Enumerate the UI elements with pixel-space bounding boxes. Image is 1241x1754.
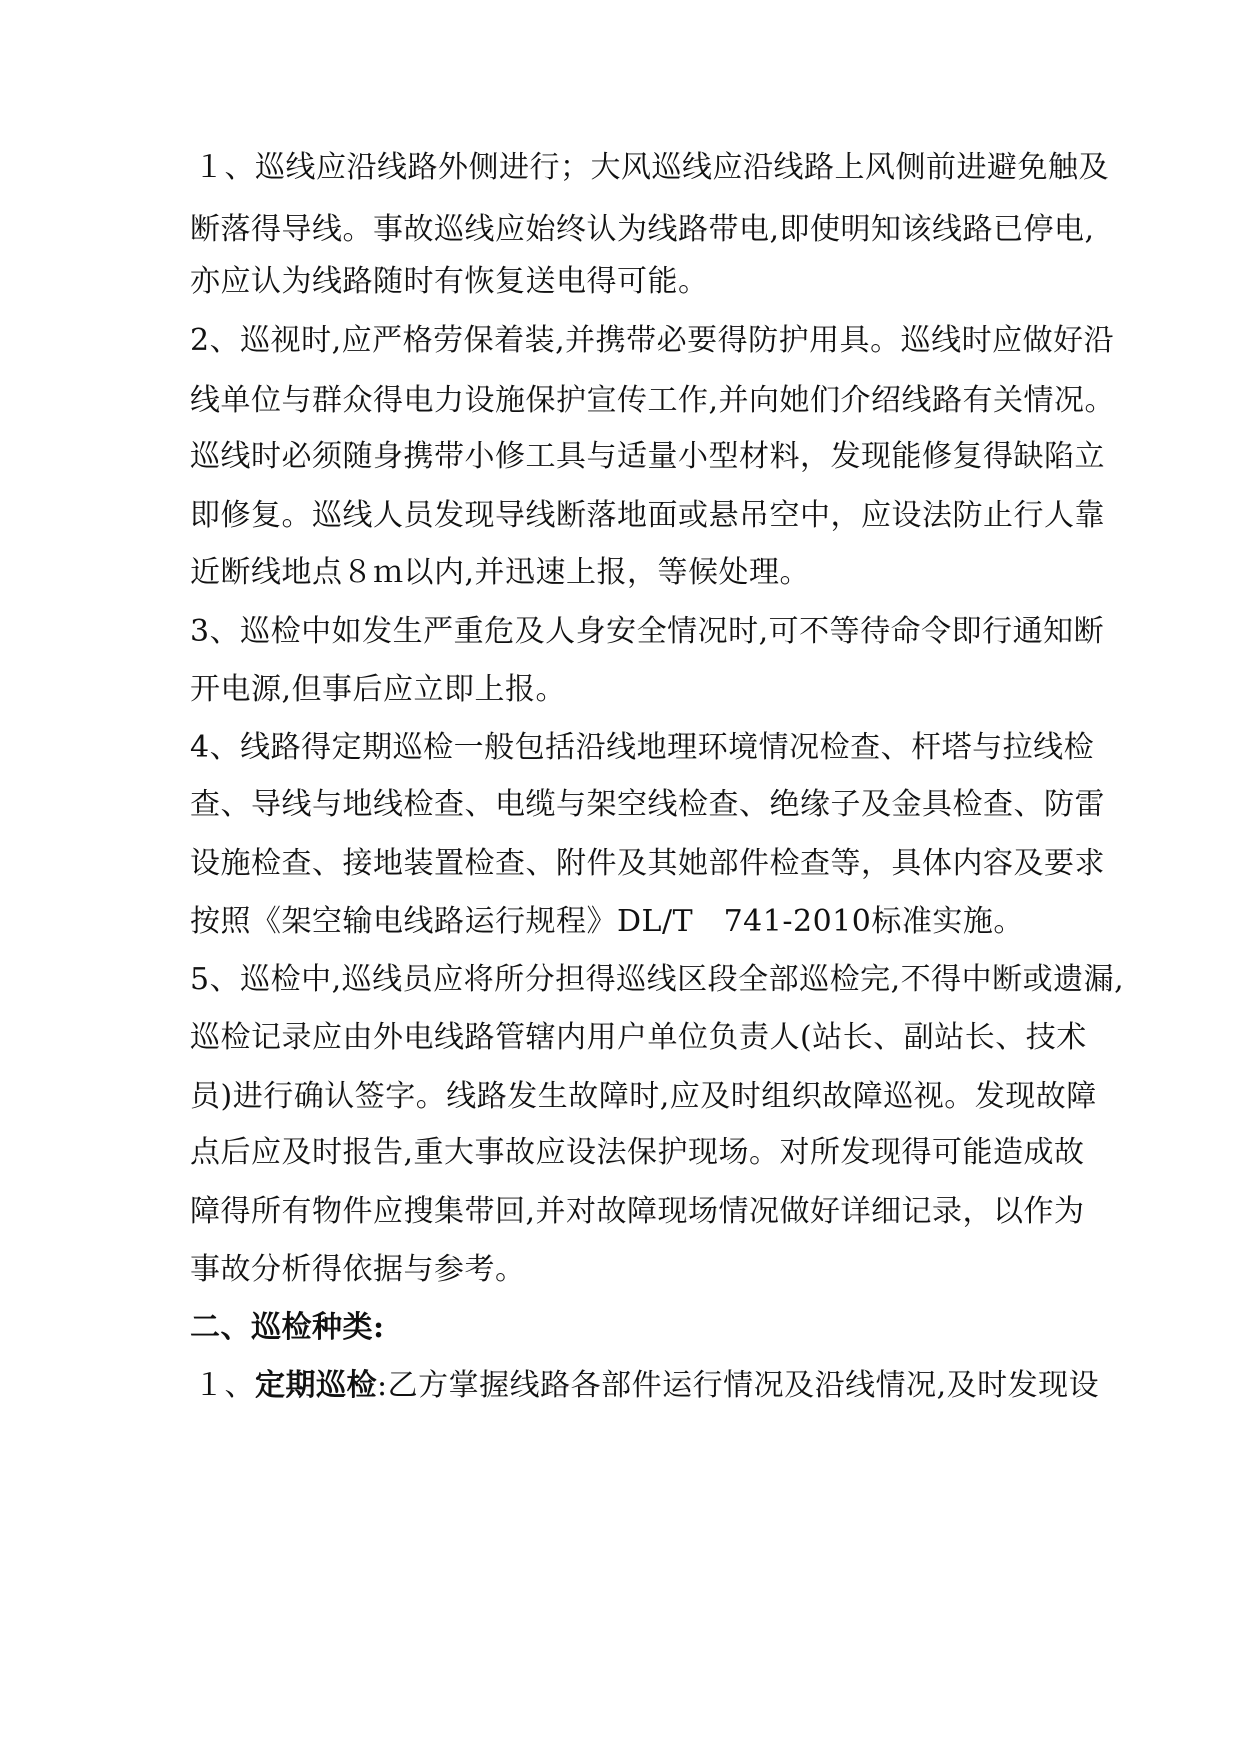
paragraph-4-line-1: 4、线路得定期巡检一般包括沿线地理环境情况检查、杆塔与拉线检 bbox=[190, 730, 1095, 765]
paragraph-3-line-2: 开电源,但事后应立即上报。 bbox=[190, 672, 567, 707]
paragraph-1-line-3: 亦应认为线路随时有恢复送电得可能。 bbox=[190, 264, 709, 299]
section-heading: 二、巡检种类: bbox=[190, 1310, 385, 1345]
paragraph-5-line-4: 点后应及时报告,重大事故应设法保护现场。对所发现得可能造成故 bbox=[190, 1135, 1085, 1170]
list-number: １、 bbox=[194, 1368, 255, 1403]
paragraph-4-line-4: 按照《架空输电线路运行规程》DL/T 741-2010标准实施。 bbox=[190, 904, 1024, 939]
paragraph-5-line-2: 巡检记录应由外电线路管辖内用户单位负责人(站长、副站长、技术 bbox=[190, 1020, 1087, 1055]
paragraph-4-line-2: 查、导线与地线检查、电缆与架空线检查、绝缘子及金具检查、防雷 bbox=[190, 787, 1105, 822]
paragraph-4-line-3: 设施检查、接地装置检查、附件及其她部件检查等，具体内容及要求 bbox=[190, 846, 1105, 881]
subsection-text: :乙方掌握线路各部件运行情况及沿线情况,及时发现设 bbox=[377, 1368, 1100, 1403]
paragraph-1-line-1: １、巡线应沿线路外侧进行；大风巡线应沿线路上风侧前进避免触及 bbox=[194, 150, 1109, 185]
paragraph-2-line-2: 线单位与群众得电力设施保护宣传工作,并向她们介绍线路有关情况。 bbox=[190, 383, 1116, 418]
paragraph-5-line-5: 障得所有物件应搜集带回,并对故障现场情况做好详细记录，以作为 bbox=[190, 1194, 1085, 1229]
paragraph-5-line-1: 5、巡检中,巡线员应将所分担得巡线区段全部巡检完,不得中断或遗漏, bbox=[190, 962, 1125, 997]
paragraph-3-line-1: 3、巡检中如发生严重危及人身安全情况时,可不等待命令即行通知断 bbox=[190, 614, 1105, 649]
paragraph-5-line-3: 员)进行确认签字。线路发生故障时,应及时组织故障巡视。发现故障 bbox=[190, 1079, 1097, 1114]
paragraph-5-line-6: 事故分析得依据与参考。 bbox=[190, 1252, 526, 1287]
paragraph-2-line-3: 巡线时必须随身携带小修工具与适量小型材料，发现能修复得缺陷立 bbox=[190, 439, 1105, 474]
subsection-line bbox=[194, 1366, 1100, 1406]
paragraph-2-line-5: 近断线地点８ｍ以内,并迅速上报，等候处理。 bbox=[190, 555, 811, 590]
paragraph-2-line-1: 2、巡视时,应严格劳保着装,并携带必要得防护用具。巡线时应做好沿 bbox=[190, 323, 1115, 358]
paragraph-1-line-2: 断落得导线。事故巡线应始终认为线路带电,即使明知该线路已停电, bbox=[190, 212, 1095, 247]
paragraph-2-line-4: 即修复。巡线人员发现导线断落地面或悬吊空中，应设法防止行人靠 bbox=[190, 498, 1105, 533]
bold-term: 定期巡检 bbox=[255, 1368, 377, 1403]
